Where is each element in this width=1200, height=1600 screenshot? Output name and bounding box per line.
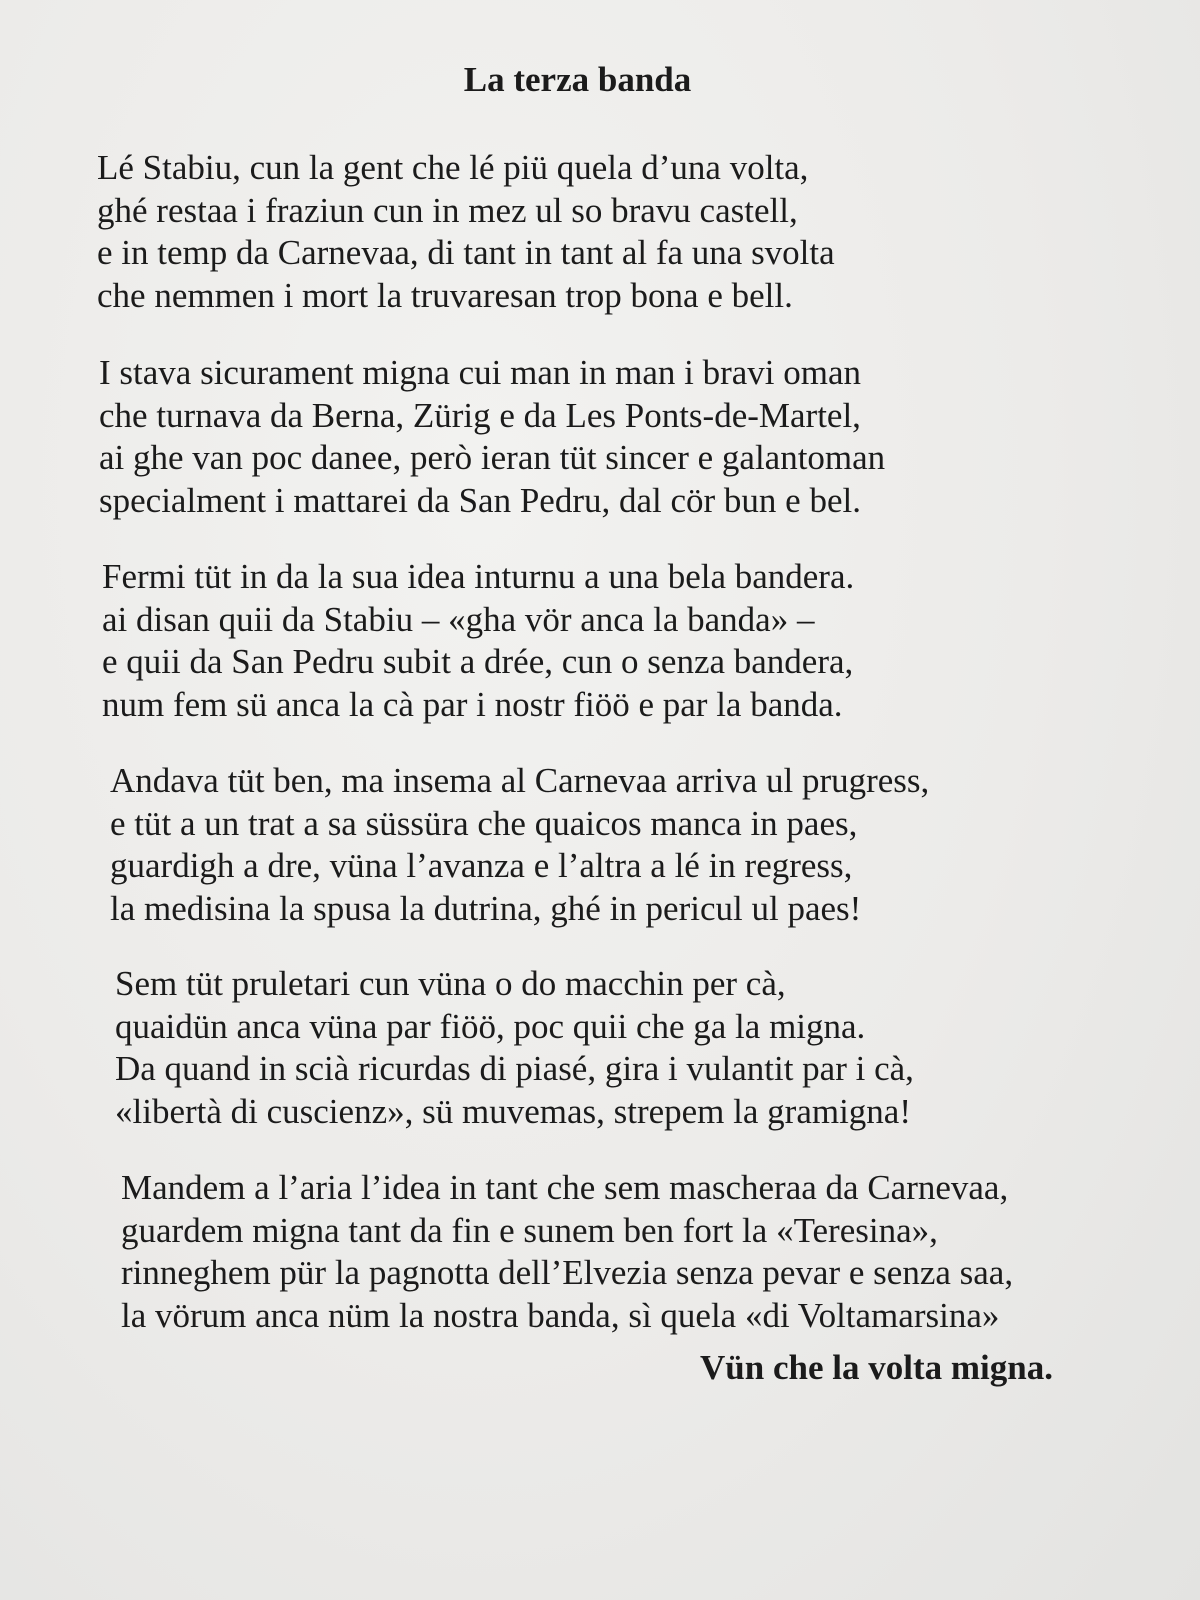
stanza-5 bbox=[115, 963, 914, 1133]
verse-line: rinneghem pür la pagnotta dell’Elvezia senza pevar e senza saa, bbox=[121, 1253, 1014, 1292]
verse-line: Fermi tüt in da la sua idea inturnu a una bela bandera. bbox=[102, 557, 855, 596]
stanza-4 bbox=[110, 760, 929, 930]
verse-line: che nemmen i mort la truvaresan trop bona e bell. bbox=[97, 275, 793, 315]
verse-line: Mandem a l’aria l’idea in tant che sem mascheraa da Carnevaa, bbox=[121, 1168, 1009, 1207]
stanza-6 bbox=[121, 1167, 1013, 1337]
verse-line: ghé restaa i fraziun cun in mez ul so bravu castell, bbox=[97, 190, 798, 230]
verse-line: num fem sü anca la cà par i nostr fiöö e par la banda. bbox=[102, 684, 843, 724]
verse-line: «libertà di cuscienz», sü muvemas, strepem la gramigna! bbox=[115, 1091, 911, 1131]
stanza-1 bbox=[97, 147, 835, 317]
verse-line: specialment i mattarei da San Pedru, dal cör bun e bel. bbox=[99, 480, 861, 520]
verse-line: e quii da San Pedru subit a drée, cun o senza bandera, bbox=[102, 642, 854, 681]
stanza-3 bbox=[102, 556, 854, 726]
verse-line: guardigh a dre, vüna l’avanza e l’altra a lé in regress, bbox=[110, 846, 853, 885]
verse-line: ai disan quii da Stabiu – «gha vör anca la banda» – bbox=[102, 599, 815, 639]
verse-line: e tüt a un trat a sa süssüra che quaicos manca in paes, bbox=[110, 803, 858, 843]
stanza-2 bbox=[99, 352, 885, 522]
verse-line: Lé Stabiu, cun la gent che lé piü quela d’una volta, bbox=[97, 148, 809, 187]
verse-line: guardem migna tant da fin e sunem ben fort la «Teresina», bbox=[121, 1210, 938, 1250]
author-signature: Vün che la volta migna. bbox=[700, 1348, 1053, 1387]
verse-line: ai ghe van poc danee, però ieran tüt sincer e galantoman bbox=[99, 438, 886, 477]
verse-line: la vörum anca nüm la nostra banda, sì quela «di Voltamarsina» bbox=[121, 1295, 1000, 1335]
verse-line: la medisina la spusa la dutrina, ghé in pericul ul paes! bbox=[110, 888, 862, 928]
verse-line: Andava tüt ben, ma insema al Carnevaa arriva ul prugress, bbox=[110, 761, 930, 800]
verse-line: e in temp da Carnevaa, di tant in tant al fa una svolta bbox=[97, 233, 835, 272]
verse-line: Da quand in scià ricurdas di piasé, gira i vulantit par i cà, bbox=[115, 1049, 914, 1088]
poem-title: La terza banda bbox=[463, 60, 692, 99]
verse-line: Sem tüt pruletari cun vüna o do macchin per cà, bbox=[115, 964, 786, 1003]
verse-line: I stava sicurament migna cui man in man i bravi oman bbox=[99, 353, 862, 392]
verse-line: che turnava da Berna, Zürig e da Les Ponts-de-Martel, bbox=[99, 395, 861, 435]
verse-line: quaidün anca vüna par fiöö, poc quii che ga la migna. bbox=[115, 1006, 866, 1046]
